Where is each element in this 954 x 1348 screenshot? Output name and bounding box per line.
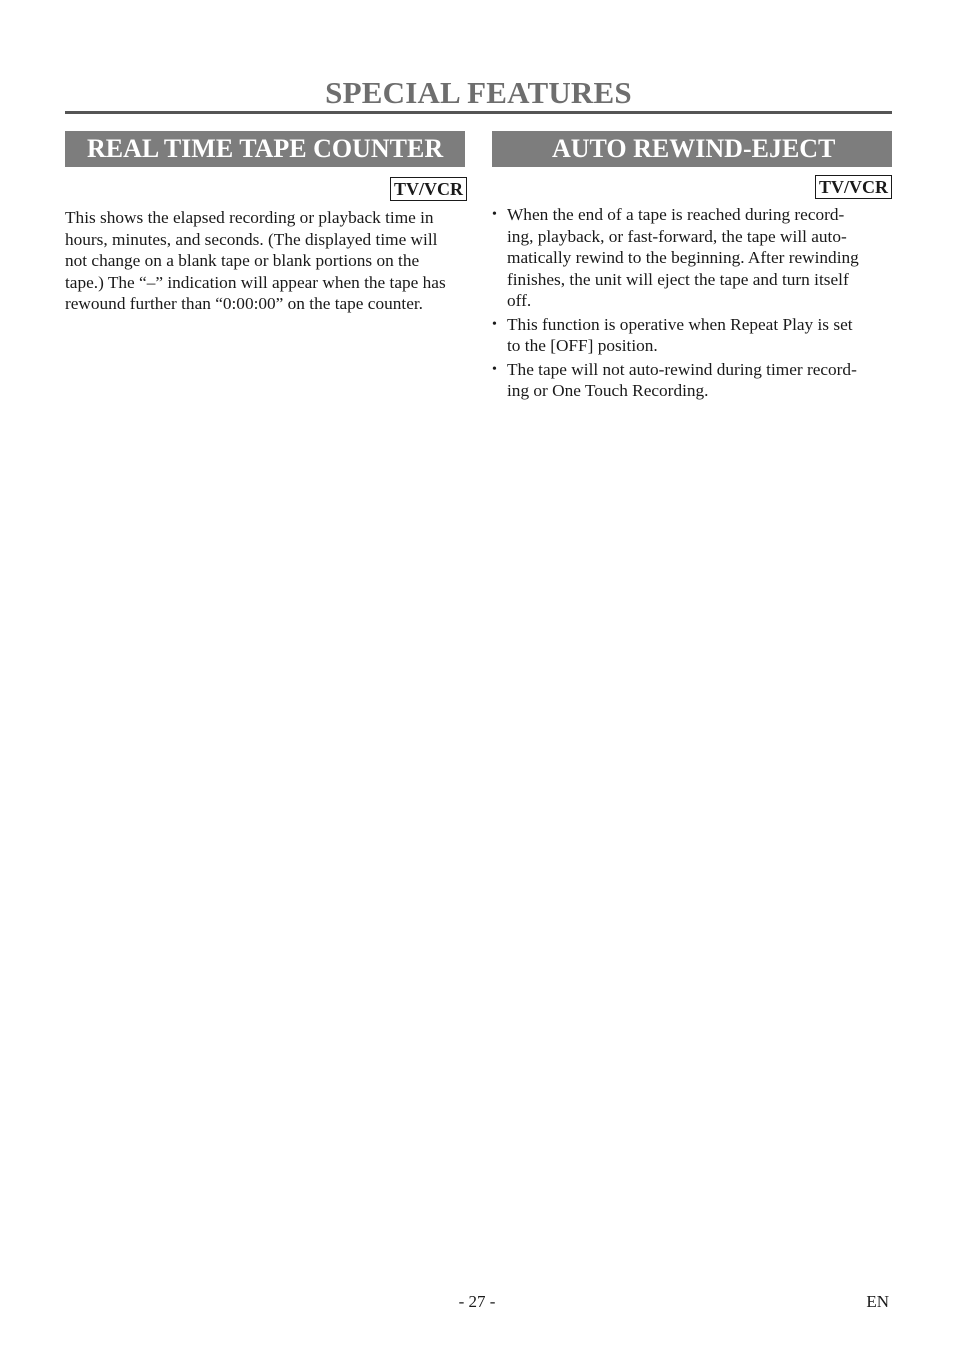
bullet-icon: • (492, 361, 497, 377)
section-paragraph (65, 207, 465, 315)
bullet-list (492, 204, 892, 402)
bullet-icon: • (492, 207, 497, 222)
bullet-line: finishes, the unit will eject the tape and turn itself (507, 269, 849, 289)
paragraph-line: rewound further than “0:00:00” on the tape counter. (65, 294, 423, 313)
real-time-tape-counter-section (65, 131, 465, 315)
paragraph-line: hours, minutes, and seconds. (The displayed time will (65, 229, 438, 249)
paragraph-line: not change on a blank tape or blank portions on the (65, 251, 420, 270)
list-item (492, 314, 892, 357)
bullet-line: off. (507, 291, 532, 310)
paragraph-line: This shows the elapsed recording or playback time in (65, 208, 434, 227)
list-item (492, 359, 892, 402)
bullet-line: When the end of a tape is reached during record- (507, 205, 845, 224)
bullet-line: ing, playback, or fast-forward, the tape will auto- (507, 226, 847, 246)
tv-vcr-badge: TV/VCR (815, 175, 892, 199)
tv-vcr-badge: TV/VCR (390, 177, 467, 201)
title-rule (65, 111, 892, 114)
page-number: - 27 - (458, 1292, 496, 1311)
bullet-line: to the [OFF] position. (507, 336, 658, 355)
list-item (492, 204, 892, 312)
paragraph-line: tape.) The “–” indication will appear when the tape has (65, 272, 446, 292)
auto-rewind-eject-section (492, 131, 892, 404)
section-heading: AUTO REWIND-EJECT (492, 131, 892, 167)
section-heading: REAL TIME TAPE COUNTER (65, 131, 465, 167)
bullet-line: This function is operative when Repeat Play is set (507, 314, 853, 334)
bullet-line: The tape will not auto-rewind during timer record- (507, 359, 857, 379)
page-title: SPECIAL FEATURES (325, 75, 632, 110)
bullet-line: matically rewind to the beginning. After rewinding (507, 248, 859, 267)
bullet-icon: • (492, 316, 497, 332)
language-code: EN (866, 1292, 889, 1311)
bullet-line: ing or One Touch Recording. (507, 381, 709, 400)
